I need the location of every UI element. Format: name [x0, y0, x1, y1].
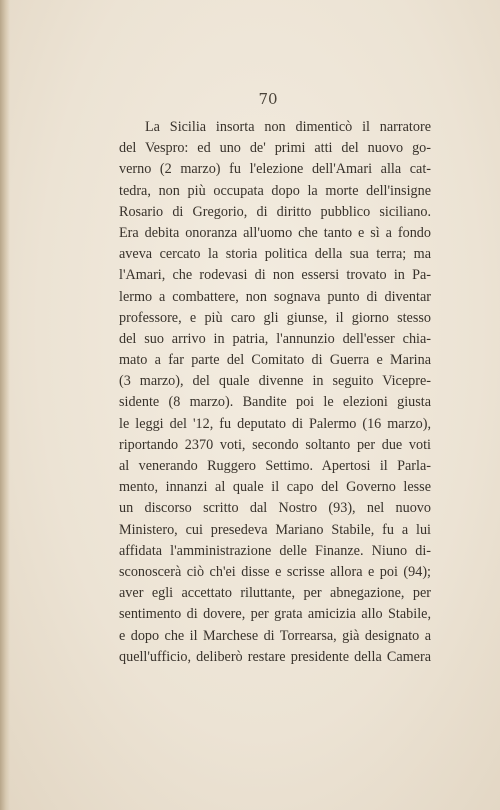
text-line: Ministero, cui presedeva Mariano Stabile, fu a lui — [119, 521, 431, 538]
text-line: Rosario di Gregorio, di diritto pubblico siciliano. — [119, 203, 431, 220]
body-text — [119, 117, 431, 668]
text-line: e dopo che il Marchese di Torrearsa, già designato a — [119, 627, 431, 644]
text-line: riportando 2370 voti, secondo soltanto per due voti — [119, 436, 431, 453]
text-line: un discorso scritto dal Nostro (93), nel nuovo — [119, 500, 431, 517]
text-line: lermo a combattere, non sognava punto di diventar — [119, 288, 431, 305]
text-line: al venerando Ruggero Settimo. Apertosi il Parla- — [119, 458, 431, 474]
text-line: verno (2 marzo) fu l'elezione dell'Amari alla cat- — [119, 161, 431, 178]
text-line: professore, e più caro gli giunse, il giorno stesso — [119, 309, 431, 326]
page-number: 70 — [258, 90, 278, 108]
text-line: del Vespro: ed uno de' primi atti del nuovo go- — [119, 140, 431, 157]
text-line: del suo arrivo in patria, l'annunzio dell'esser chia- — [119, 330, 431, 347]
text-line: quell'ufficio, deliberò restare presidente della Camera — [119, 648, 431, 665]
text-line: Era debita onoranza all'uomo che tanto e sì a fondo — [119, 224, 431, 241]
text-line: sidente (8 marzo). Bandite poi le elezioni giusta — [119, 394, 431, 411]
text-line: sentimento di dovere, per grata amicizia allo Stabile, — [119, 606, 431, 623]
text-line: affidata l'amministrazione delle Finanze. Niuno di- — [119, 542, 431, 559]
text-line: mento, innanzi al quale il capo del Governo lesse — [119, 479, 431, 496]
text-line: mato a far parte del Comitato di Guerra e Marina — [119, 352, 431, 369]
text-line: (3 marzo), del quale divenne in seguito Vicepre- — [119, 373, 431, 390]
text-line: l'Amari, che rodevasi di non essersi trovato in Pa- — [119, 267, 431, 284]
text-line: le leggi del '12, fu deputato di Palermo (16 marzo), — [119, 415, 431, 432]
page-binding-edge — [0, 0, 10, 810]
text-line: tedra, non più occupata dopo la morte dell'insigne — [119, 182, 431, 199]
text-line: aver egli accettato riluttante, per abnegazione, per — [119, 585, 431, 602]
text-line: La Sicilia insorta non dimenticò il narratore — [145, 119, 431, 135]
text-line: sconoscerà ciò ch'ei disse e scrisse allora e poi (94); — [119, 563, 431, 580]
text-line: aveva cercato la storia politica della sua terra; ma — [119, 246, 431, 263]
